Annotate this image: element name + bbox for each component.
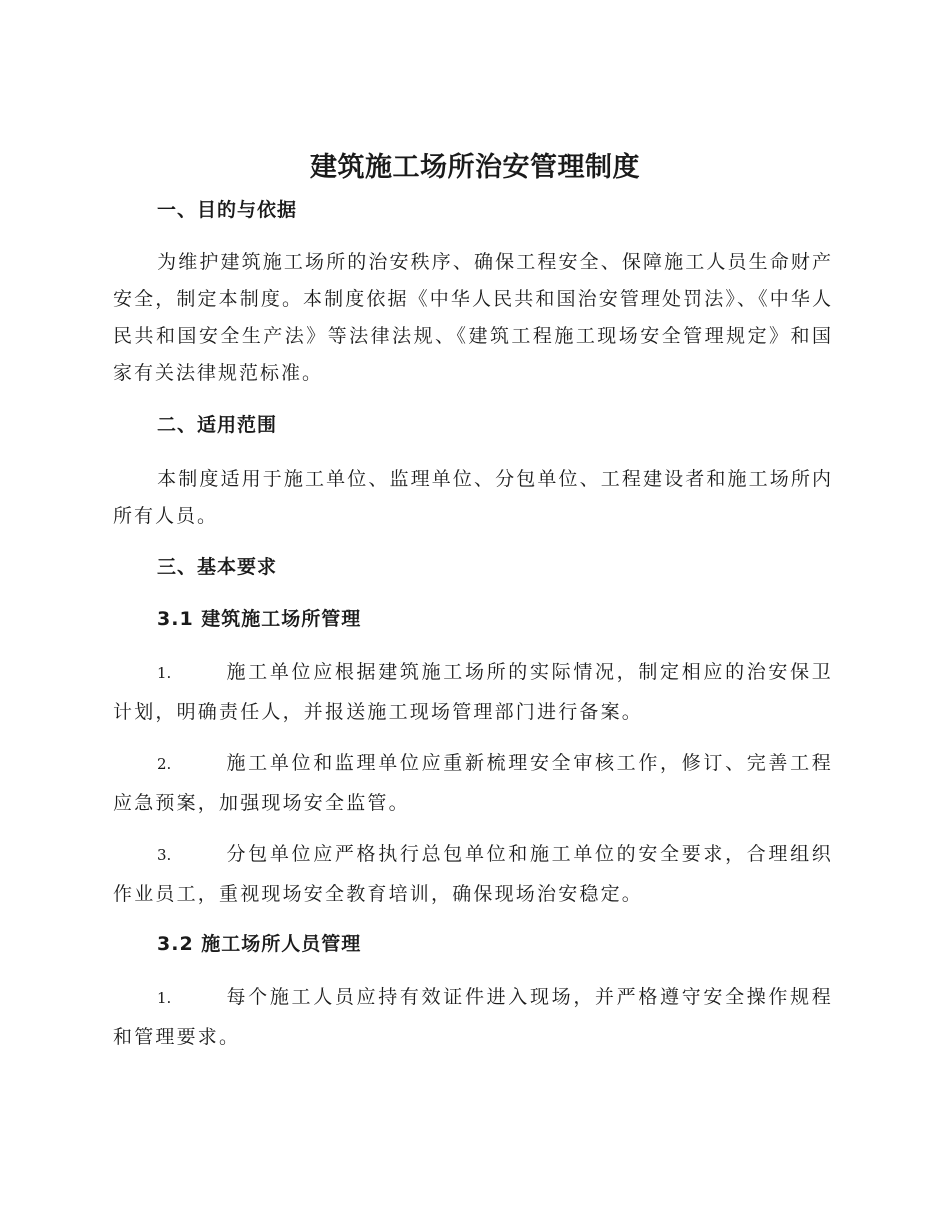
list-item-text: 分包单位应严格执行总包单位和施工单位的安全要求，合理组织作业员工，重视现场安全教育培训，确保现场治安稳定。	[113, 843, 833, 905]
list-item-text: 每个施工人员应持有效证件进入现场，并严格遵守安全操作规程和管理要求。	[113, 986, 833, 1048]
section-1-text: 为维护建筑施工场所的治安秩序、确保工程安全、保障施工人员生命财产安全，制定本制度。本制度依据《中华人民共和国治安管理处罚法》、《中华人民共和国安全生产法》等法律法规、《建筑工程施工现场安全管理规定》和国家有关法律规范标准。	[113, 251, 833, 384]
section-heading-2: 二、适用范围	[157, 414, 278, 436]
list-item	[113, 978, 833, 1057]
section-2-paragraph	[113, 461, 833, 535]
list-item	[113, 835, 833, 914]
list-item-number: 2.	[157, 755, 172, 773]
section-heading-1: 一、目的与依据	[157, 199, 298, 221]
list-item-text: 施工单位和监理单位应重新梳理安全审核工作，修订、完善工程应急预案，加强现场安全监管。	[113, 752, 833, 814]
list-item-number: 1.	[157, 664, 172, 682]
subsection-heading-3-1: 3.1 建筑施工场所管理	[157, 608, 362, 630]
list-item	[113, 744, 833, 823]
section-1-paragraph	[113, 244, 833, 392]
list-item-text: 施工单位应根据建筑施工场所的实际情况，制定相应的治安保卫计划，明确责任人，并报送施工现场管理部门进行备案。	[113, 661, 833, 723]
section-heading-3: 三、基本要求	[157, 556, 278, 578]
list-item-number: 3.	[157, 846, 172, 864]
section-2-text: 本制度适用于施工单位、监理单位、分包单位、工程建设者和施工场所内所有人员。	[113, 468, 833, 527]
list-item	[113, 653, 833, 732]
document-title: 建筑施工场所治安管理制度	[310, 152, 640, 183]
list-item-number: 1.	[157, 989, 172, 1007]
subsection-heading-3-2: 3.2 施工场所人员管理	[157, 933, 362, 955]
